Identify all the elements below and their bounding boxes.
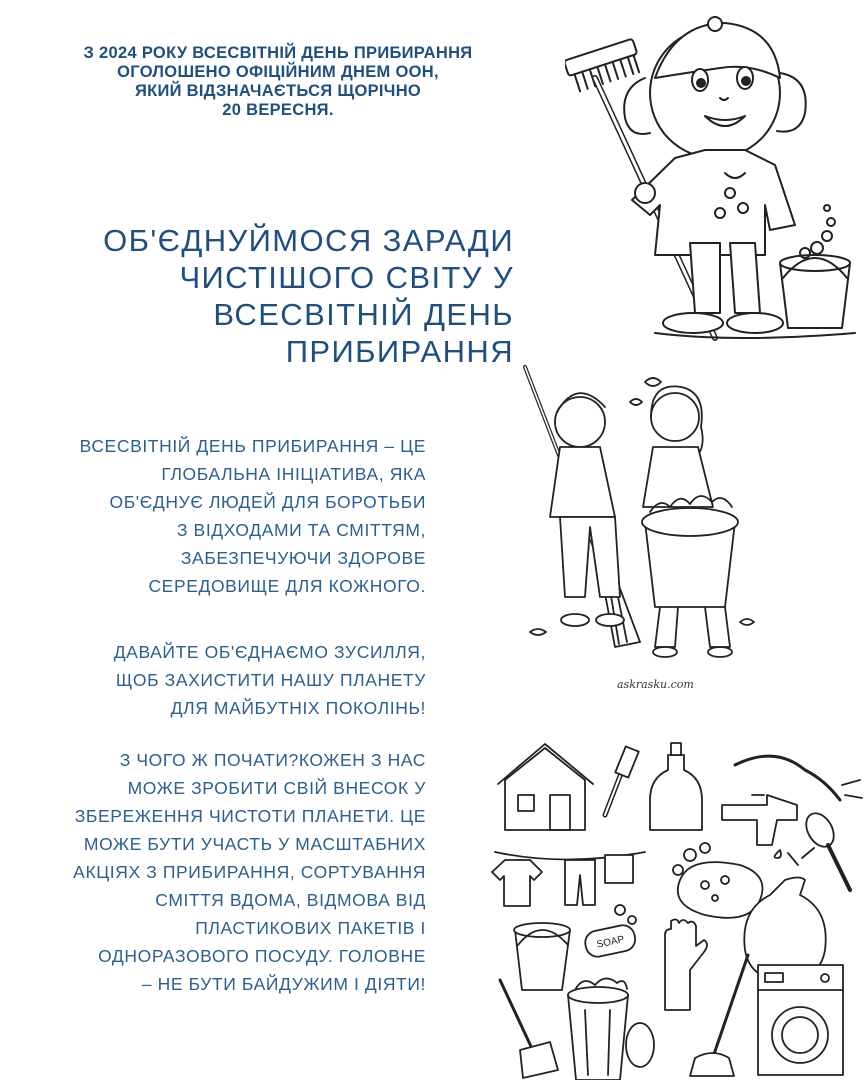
girl-with-broom-illustration (565, 8, 864, 350)
paragraph-line: ОДНОРАЗОВОГО ПОСУДУ. ГОЛОВНЕ (98, 946, 426, 966)
paragraph-initiative (0, 432, 426, 600)
illustration-credit: askrasku.com (617, 678, 694, 691)
trash-bag-icon (744, 848, 825, 980)
intro-line: 20 ВЕРЕСНЯ. (222, 101, 334, 119)
paragraph-line: МОЖЕ ЗРОБИТИ СВІЙ ВНЕСОК У (127, 778, 426, 798)
soap-icon (583, 905, 637, 959)
paragraph-line: ОБ'ЄДНУЄ ЛЮДЕЙ ДЛЯ БОРОТЬБИ (109, 492, 426, 512)
washing-machine-icon (758, 965, 843, 1075)
paragraph-line: СМІТТЯ ВДОМА, ВІДМОВА ВІД (155, 890, 426, 910)
mop-icon (690, 955, 748, 1076)
paragraph-line: МОЖЕ БУТИ УЧАСТЬ У МАСШТАБНИХ (83, 834, 426, 854)
paragraph-line: ДАВАЙТЕ ОБ'ЄДНАЄМО ЗУСИЛЛЯ, (113, 642, 426, 662)
soap-label: SOAP (595, 934, 626, 951)
paragraph-line: ВСЕСВІТНІЙ ДЕНЬ ПРИБИРАННЯ – ЦЕ (79, 436, 426, 456)
intro-line: ОГОЛОШЕНО ОФІЦІЙНИМ ДНЕМ ООН, (117, 63, 439, 81)
bucket-icon (514, 923, 570, 990)
paragraph-line: АКЦІЯХ З ПРИБИРАННЯ, СОРТУВАННЯ (73, 862, 426, 882)
laundry-icon (492, 852, 645, 906)
paragraph-line: ЗАБЕЗПЕЧУЮЧИ ЗДОРОВЕ (180, 548, 426, 568)
paragraph-line: ГЛОБАЛЬНА ІНІЦІАТИВА, ЯКА (161, 464, 426, 484)
paragraph-how-to-start (0, 746, 426, 998)
tap-icon (722, 795, 797, 858)
title-line: ПРИБИРАННЯ (285, 334, 514, 369)
paragraph-call (0, 638, 426, 722)
paragraph-line: – НЕ БУТИ БАЙДУЖИМ І ДІЯТИ! (141, 974, 426, 994)
cleaning-items-illustration (490, 740, 864, 1080)
hose-icon (735, 756, 862, 800)
intro-line: ЯКИЙ ВІДЗНАЧАЄТЬСЯ ЩОРІЧНО (134, 82, 422, 100)
title-line: ЧИСТІШОГО СВІТУ У (179, 260, 514, 295)
broom-icon (500, 980, 558, 1078)
trash-bin-icon (568, 978, 654, 1080)
paragraph-line: ДЛЯ МАЙБУТНІХ ПОКОЛІНЬ! (170, 698, 426, 718)
title-line: ОБ'ЄДНУЙМОСЯ ЗАРАДИ (103, 223, 514, 258)
paragraph-line: ЩОБ ЗАХИСТИТИ НАШУ ПЛАНЕТУ (115, 670, 426, 690)
spoon-icon (801, 808, 850, 890)
paragraph-line: ПЛАСТИКОВИХ ПАКЕТІВ І (195, 918, 426, 938)
page-title (0, 222, 514, 370)
paragraph-line: З ЧОГО Ж ПОЧАТИ?КОЖЕН З НАС (119, 750, 426, 770)
title-line: ВСЕСВІТНІЙ ДЕНЬ (213, 297, 514, 332)
gloves-icon (665, 919, 707, 1010)
bottle-icon (650, 743, 702, 830)
paragraph-line: ЗБЕРЕЖЕННЯ ЧИСТОТИ ПЛАНЕТИ. ЦЕ (74, 806, 426, 826)
intro-line: З 2024 РОКУ ВСЕСВІТНІЙ ДЕНЬ ПРИБИРАННЯ (83, 44, 473, 62)
sponge-icon (673, 843, 763, 918)
paragraph-line: СЕРЕДОВИЩЕ ДЛЯ КОЖНОГО. (148, 576, 426, 596)
toothbrush-icon (605, 746, 639, 815)
kids-raking-leaves-illustration (515, 362, 760, 691)
intro-text (28, 44, 528, 120)
paragraph-line: З ВІДХОДАМИ ТА СМІТТЯМ, (176, 520, 426, 540)
house-icon (498, 744, 593, 830)
